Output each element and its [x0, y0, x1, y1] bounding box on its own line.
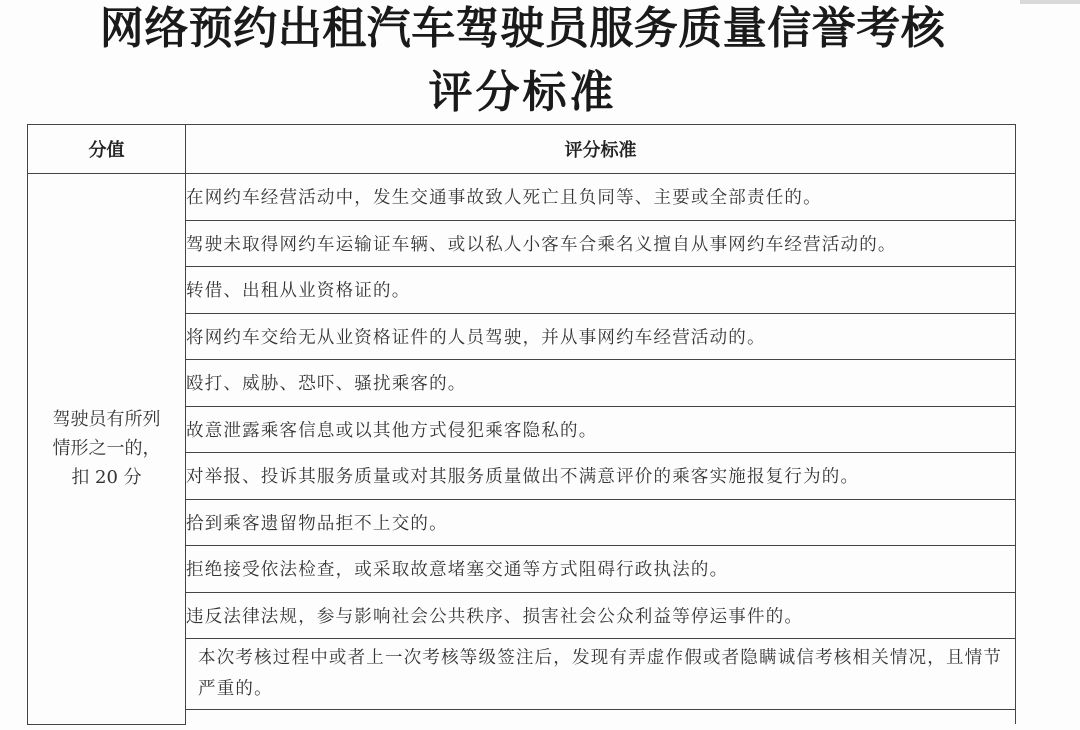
- header-criteria: 评分标准: [186, 125, 1016, 174]
- document-title-line-2: 评分标准: [428, 67, 617, 118]
- score-cell: [28, 174, 186, 725]
- table-row: [28, 174, 1016, 221]
- criteria-cell: 拒绝接受依法检查，或采取故意堵塞交通等方式阻碍行政执法的。: [186, 546, 1016, 593]
- score-text-line: 情形之一的，: [52, 438, 161, 460]
- criteria-cell: 将网约车交给无从业资格证件的人员驾驶，并从事网约车经营活动的。: [186, 313, 1016, 360]
- score-text-line: 扣 20 分: [71, 467, 142, 489]
- header-score: 分值: [28, 125, 186, 174]
- criteria-cell: 本次考核过程中或者上一次考核等级签注后，发现有弄虚作假或者隐瞒诚信考核相关情况，且情节严重的。: [186, 639, 1016, 710]
- table-header-row: [28, 125, 1016, 174]
- criteria-cell: 在网约车经营活动中，发生交通事故致人死亡且负同等、主要或全部责任的。: [186, 174, 1016, 221]
- criteria-cell-empty: [186, 710, 1016, 725]
- criteria-cell: 殴打、威胁、恐吓、骚扰乘客的。: [186, 360, 1016, 407]
- criteria-cell: 对举报、投诉其服务质量或对其服务质量做出不满意评价的乘客实施报复行为的。: [186, 453, 1016, 500]
- document-title-line-1: 网络预约出租汽车驾驶员服务质量信誉考核: [99, 3, 946, 54]
- criteria-cell: 驾驶未取得网约车运输证车辆、或以私人小客车合乘名义擅自从事网约车经营活动的。: [186, 220, 1016, 267]
- criteria-cell: 故意泄露乘客信息或以其他方式侵犯乘客隐私的。: [186, 406, 1016, 453]
- scoring-table: [27, 124, 1016, 725]
- criteria-cell: 转借、出租从业资格证的。: [186, 267, 1016, 314]
- criteria-cell: 违反法律法规，参与影响社会公共秩序、损害社会公众利益等停运事件的。: [186, 592, 1016, 639]
- criteria-cell: 拾到乘客遗留物品拒不上交的。: [186, 499, 1016, 546]
- score-text-line: 驾驶员有所列: [52, 409, 161, 431]
